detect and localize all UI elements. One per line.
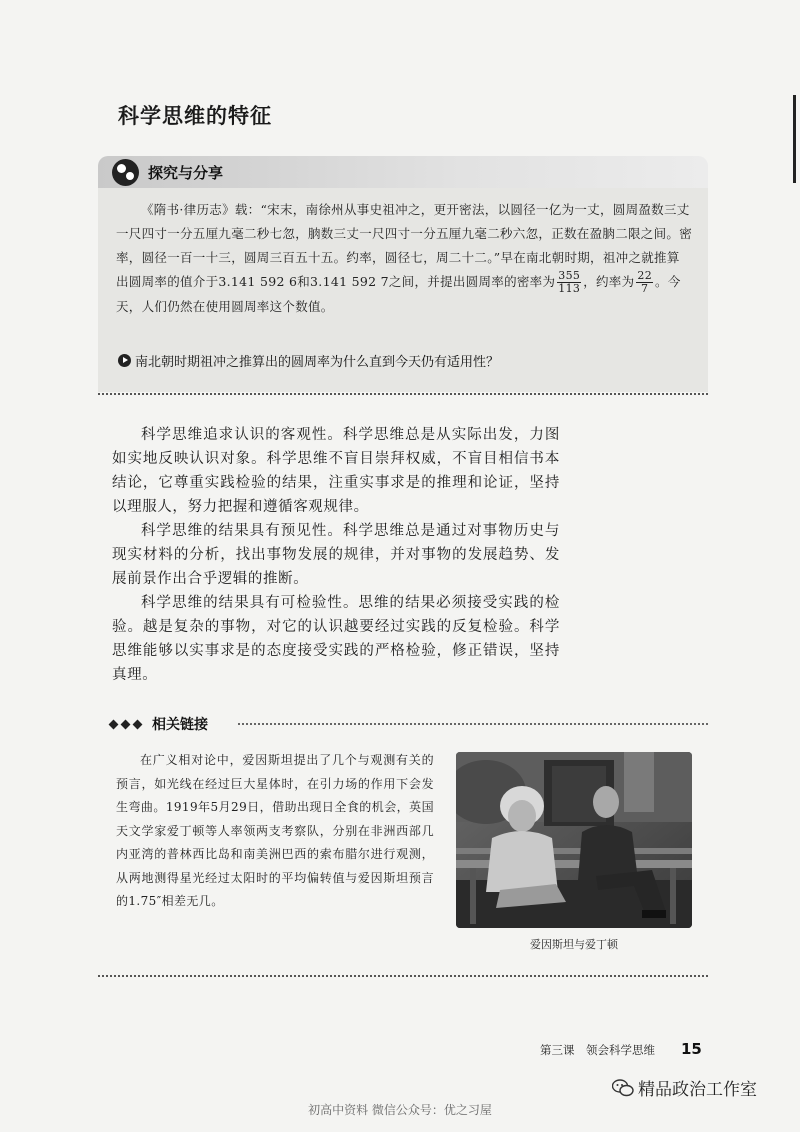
page-footer (540, 1040, 702, 1058)
main-text (112, 423, 560, 687)
fraction-denominator: 113 (558, 282, 581, 295)
section-title: 科学思维的特征 (118, 104, 272, 128)
related-link-title: 相关链接 (152, 717, 208, 733)
photo-caption: 爱因斯坦与爱丁顿 (530, 938, 618, 951)
wechat-watermark (612, 1075, 757, 1100)
fraction-numerator: 22 (637, 269, 653, 282)
fraction-mil-rate (557, 270, 581, 295)
bottom-source-note: 初高中资料 微信公众号：优之习屋 (308, 1103, 492, 1117)
main-paragraph-3: 科学思维的结果具有可检验性。思维的结果必须接受实践的检验。越是复杂的事物，对它的认识越要经过实践的反复检验。科学思维能够以实事求是的态度接受实践的严格检验，修正错误，坚持真理。 (112, 595, 560, 683)
wechat-icon (612, 1079, 634, 1097)
explore-paragraph (116, 198, 692, 319)
divider-dotted-top (98, 393, 708, 395)
explore-text-before: 《隋书·律历志》载：“宋末，南徐州从事史祖冲之，更开密法，以圆径一亿为一丈，圆周盈数三丈一尺四寸一分五厘九毫二秒七忽，朒数三丈一尺四寸一分五厘九毫二秒六忽，正数在盈朒二限之间。密率，圆径一百一十三，圆周三百五十五。约率，圆径七，周二十二。”早在南北朝时期，祖冲之就推算出圆周率的值介于3.141 592 6和3.141 592 7之间，并提出圆周率的密率为 (116, 202, 693, 289)
diamond-bullet-icon (109, 719, 119, 729)
explore-text-after: 。今天，人们仍然在使用圆周率这个数值。 (116, 274, 681, 314)
related-link-header (110, 714, 208, 734)
question-text: 南北朝时期祖冲之推算出的圆周率为什么直到今天仍有适用性？ (135, 355, 500, 370)
explore-share-icon (112, 159, 139, 186)
einstein-eddington-photo (456, 752, 692, 928)
main-paragraph-2: 科学思维的结果具有预见性。科学思维总是通过对事物历史与现实材料的分析，找出事物发展的规律，并对事物的发展趋势、发展前景作出合乎逻辑的推断。 (112, 523, 560, 587)
diamond-bullet-icon (133, 719, 143, 729)
explore-question (118, 351, 499, 370)
main-paragraph-1: 科学思维追求认识的客观性。科学思维总是从实际出发，力图如实地反映认识对象。科学思维不盲目崇拜权威，不盲目相信书本结论，它尊重实践检验的结果，注重实事求是的推理和论证，坚持以理服人，努力把握和遵循客观规律。 (112, 427, 560, 515)
explore-share-box (98, 156, 708, 392)
fraction-approx-rate (636, 270, 653, 295)
play-circle-icon (118, 354, 131, 367)
related-link-text: 在广义相对论中，爱因斯坦提出了几个与观测有关的预言，如光线在经过巨大星体时，在引力场的作用下会发生弯曲。1919年5月29日，借助出现日全食的机会，英国天文学家爱丁顿等人率领两支考察队，分别在非洲西部几内亚湾的普林西比岛和南美洲巴西的索布腊尔进行观测，从两地测得星光经过太阳时的平均偏转值与爱因斯坦预言的1.75″相差无几。 (116, 753, 434, 908)
page-edge-line (793, 95, 796, 183)
explore-body (98, 188, 708, 392)
fraction-numerator: 355 (558, 269, 581, 282)
footer-lesson-title: 第三课 领会科学思维 (540, 1043, 655, 1057)
explore-header (98, 156, 708, 188)
explore-title: 探究与分享 (148, 164, 224, 182)
related-link-dotted-line (238, 723, 708, 725)
fraction-denominator: 7 (641, 282, 649, 295)
explore-text-between: ，约率为 (583, 274, 635, 289)
page-number: 15 (681, 1040, 702, 1058)
watermark-text: 精品政治工作室 (638, 1080, 757, 1100)
divider-dotted-bottom (98, 975, 708, 977)
diamond-bullet-icon (121, 719, 131, 729)
